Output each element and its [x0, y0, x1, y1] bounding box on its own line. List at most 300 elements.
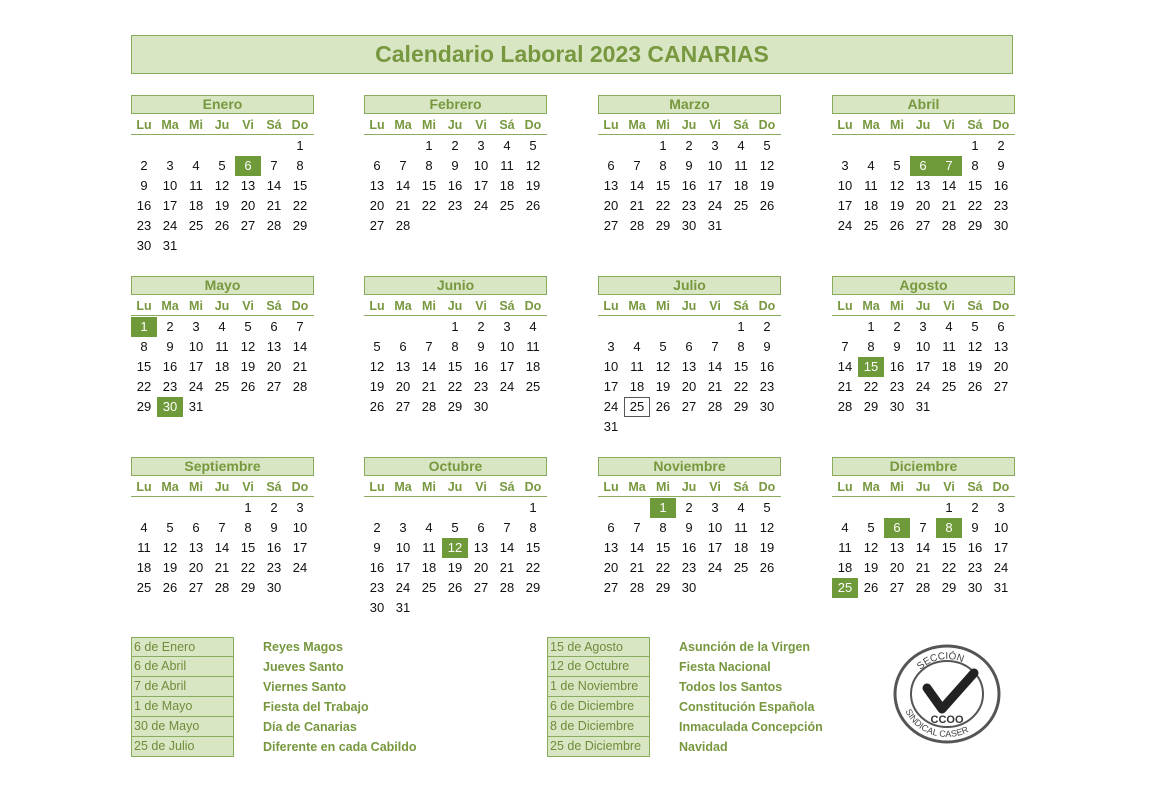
month-junio — [364, 276, 547, 417]
day-cell: 18 — [733, 178, 749, 193]
day-cell: 1 — [451, 319, 459, 334]
day-cell: 8 — [140, 339, 148, 354]
weekday-label: Do — [992, 117, 1010, 132]
day-cell: 16 — [136, 198, 152, 213]
weekday-label: Do — [992, 479, 1010, 494]
weekday-label: Ju — [214, 117, 230, 132]
day-cell: 5 — [451, 520, 459, 535]
holiday-day-cell: 6 — [884, 518, 910, 538]
day-cell: 19 — [240, 359, 256, 374]
day-cell: 30 — [889, 399, 905, 414]
day-cell: 12 — [162, 540, 178, 555]
holiday-date: 8 de Diciembre — [547, 717, 650, 737]
day-cell: 4 — [841, 520, 849, 535]
day-cell: 18 — [136, 560, 152, 575]
day-cell: 9 — [997, 158, 1005, 173]
month-title: Abril — [832, 95, 1015, 114]
day-cell: 11 — [422, 540, 436, 555]
day-cell: 21 — [499, 560, 515, 575]
day-cell: 25 — [421, 580, 437, 595]
day-cell: 29 — [863, 399, 879, 414]
day-cell: 16 — [967, 540, 983, 555]
holiday-name: Viernes Santo — [263, 680, 347, 694]
day-cell: 4 — [192, 158, 200, 173]
day-cell: 8 — [529, 520, 537, 535]
day-cell: 14 — [214, 540, 230, 555]
day-cell: 15 — [655, 178, 671, 193]
weekday-label: Vi — [943, 117, 955, 132]
day-cell: 29 — [733, 399, 749, 414]
day-cell: 25 — [733, 198, 749, 213]
weekday-label: Mi — [189, 479, 203, 494]
day-cell: 9 — [451, 158, 459, 173]
day-cell: 12 — [863, 540, 879, 555]
day-cell: 21 — [837, 379, 853, 394]
weekday-header — [364, 296, 547, 316]
day-cell: 8 — [659, 520, 667, 535]
day-cell: 21 — [266, 198, 282, 213]
weekday-header — [364, 477, 547, 497]
day-cell: 11 — [630, 359, 644, 374]
day-cell: 2 — [140, 158, 148, 173]
day-cell: 10 — [499, 339, 515, 354]
day-cell: 28 — [292, 379, 308, 394]
day-cell: 1 — [867, 319, 875, 334]
day-cell: 19 — [162, 560, 178, 575]
holiday-name: Todos los Santos — [679, 680, 783, 694]
weekday-label: Ma — [862, 479, 880, 494]
day-cell: 3 — [296, 500, 304, 515]
day-cell: 19 — [214, 198, 230, 213]
day-cell: 20 — [915, 198, 931, 213]
weekday-header — [364, 115, 547, 135]
day-cell: 25 — [733, 560, 749, 575]
weekday-label: Ma — [394, 117, 412, 132]
day-cell: 17 — [707, 540, 723, 555]
day-cell: 31 — [915, 399, 931, 414]
month-title: Mayo — [131, 276, 314, 295]
day-cell: 21 — [915, 560, 931, 575]
title-bar — [131, 35, 1013, 74]
weekday-label: Do — [758, 298, 776, 313]
day-cell: 25 — [525, 379, 541, 394]
weekday-label: Ma — [394, 479, 412, 494]
month-mayo — [131, 276, 314, 417]
weekday-label: Ju — [681, 117, 697, 132]
day-cell: 17 — [837, 198, 853, 213]
day-cell: 15 — [967, 178, 983, 193]
weekday-label: Lu — [837, 298, 853, 313]
union-stamp — [892, 643, 1002, 746]
day-cell: 10 — [603, 359, 619, 374]
day-cell: 24 — [707, 560, 723, 575]
holiday-name: Día de Canarias — [263, 720, 357, 734]
weekday-label: Ju — [681, 298, 697, 313]
day-cell: 23 — [681, 560, 697, 575]
day-cell: 28 — [707, 399, 723, 414]
day-cell: 26 — [214, 218, 230, 233]
weekday-label: Do — [758, 479, 776, 494]
day-grid — [598, 136, 781, 236]
day-cell: 10 — [188, 339, 204, 354]
day-cell: 14 — [395, 178, 411, 193]
weekday-label: Ju — [447, 298, 463, 313]
day-grid — [131, 136, 314, 256]
day-cell: 23 — [889, 379, 905, 394]
weekday-header — [832, 115, 1015, 135]
day-cell: 27 — [188, 580, 204, 595]
day-cell: 17 — [188, 359, 204, 374]
day-cell: 13 — [993, 339, 1009, 354]
day-cell: 1 — [945, 500, 953, 515]
weekday-label: Mi — [890, 479, 904, 494]
day-cell: 28 — [915, 580, 931, 595]
day-cell: 15 — [525, 540, 541, 555]
day-cell: 1 — [737, 319, 745, 334]
weekday-label: Ju — [681, 479, 697, 494]
holiday-name: Navidad — [679, 740, 728, 754]
day-cell: 2 — [685, 138, 693, 153]
weekday-label: Vi — [709, 117, 721, 132]
day-cell: 28 — [395, 218, 411, 233]
month-title: Noviembre — [598, 457, 781, 476]
day-grid — [131, 498, 314, 598]
weekday-label: Sá — [967, 479, 983, 494]
day-cell: 4 — [633, 339, 641, 354]
day-cell: 2 — [763, 319, 771, 334]
day-cell: 11 — [526, 339, 540, 354]
weekday-label: Lu — [837, 479, 853, 494]
day-cell: 5 — [529, 138, 537, 153]
weekday-label: Lu — [369, 479, 385, 494]
day-cell: 10 — [707, 520, 723, 535]
day-cell: 3 — [711, 500, 719, 515]
day-cell: 27 — [266, 379, 282, 394]
day-cell: 18 — [733, 540, 749, 555]
day-cell: 8 — [296, 158, 304, 173]
holiday-date: 30 de Mayo — [131, 717, 234, 737]
page-title: Calendario Laboral 2023 CANARIAS — [375, 41, 769, 67]
day-cell: 26 — [525, 198, 541, 213]
day-cell: 18 — [421, 560, 437, 575]
day-cell: 9 — [270, 520, 278, 535]
weekday-label: Vi — [242, 298, 254, 313]
day-cell: 22 — [240, 560, 256, 575]
day-cell: 14 — [837, 359, 853, 374]
day-cell: 4 — [529, 319, 537, 334]
day-cell: 28 — [629, 218, 645, 233]
day-cell: 2 — [685, 500, 693, 515]
day-cell: 12 — [369, 359, 385, 374]
weekday-label: Mi — [189, 298, 203, 313]
day-cell: 20 — [473, 560, 489, 575]
day-cell: 7 — [919, 520, 927, 535]
checkmark-icon — [927, 673, 974, 709]
day-cell: 8 — [737, 339, 745, 354]
weekday-label: Ma — [394, 298, 412, 313]
holiday-day-cell: 6 — [235, 156, 261, 176]
day-cell: 23 — [369, 580, 385, 595]
weekday-label: Sá — [499, 298, 515, 313]
weekday-label: Do — [758, 117, 776, 132]
day-cell: 7 — [270, 158, 278, 173]
day-cell: 4 — [867, 158, 875, 173]
day-cell: 23 — [136, 218, 152, 233]
day-cell: 19 — [369, 379, 385, 394]
weekday-label: Sá — [266, 298, 282, 313]
holiday-day-cell: 7 — [936, 156, 962, 176]
stamp-top-text: SECCIÓN — [915, 650, 966, 673]
day-cell: 26 — [967, 379, 983, 394]
holiday-date: 15 de Agosto — [547, 637, 650, 657]
day-cell: 17 — [499, 359, 515, 374]
day-cell: 13 — [915, 178, 931, 193]
day-cell: 13 — [681, 359, 697, 374]
day-cell: 12 — [759, 158, 775, 173]
day-cell: 6 — [192, 520, 200, 535]
day-cell: 11 — [215, 339, 229, 354]
day-cell: 17 — [915, 359, 931, 374]
day-cell: 13 — [473, 540, 489, 555]
day-cell: 19 — [525, 178, 541, 193]
day-cell: 10 — [993, 520, 1009, 535]
day-cell: 9 — [477, 339, 485, 354]
day-grid — [598, 498, 781, 598]
day-cell: 22 — [655, 560, 671, 575]
holiday-name: Constitución Española — [679, 700, 815, 714]
weekday-label: Ju — [214, 479, 230, 494]
day-cell: 1 — [296, 138, 304, 153]
day-cell: 15 — [136, 359, 152, 374]
day-grid — [598, 317, 781, 437]
day-cell: 22 — [655, 198, 671, 213]
day-cell: 19 — [759, 178, 775, 193]
weekday-label: Lu — [603, 117, 619, 132]
weekday-label: Ju — [915, 117, 931, 132]
holiday-date: 6 de Diciembre — [547, 697, 650, 717]
weekday-label: Vi — [709, 298, 721, 313]
day-cell: 3 — [477, 138, 485, 153]
day-cell: 26 — [162, 580, 178, 595]
day-cell: 14 — [915, 540, 931, 555]
day-grid — [364, 317, 547, 417]
day-cell: 24 — [188, 379, 204, 394]
weekday-label: Do — [524, 298, 542, 313]
day-cell: 2 — [893, 319, 901, 334]
day-cell: 6 — [373, 158, 381, 173]
day-cell: 3 — [503, 319, 511, 334]
day-cell: 13 — [603, 540, 619, 555]
day-cell: 4 — [218, 319, 226, 334]
weekday-label: Vi — [475, 479, 487, 494]
weekday-label: Do — [524, 479, 542, 494]
day-cell: 22 — [421, 198, 437, 213]
day-cell: 26 — [655, 399, 671, 414]
day-cell: 7 — [399, 158, 407, 173]
day-cell: 14 — [629, 540, 645, 555]
day-cell: 9 — [763, 339, 771, 354]
day-cell: 29 — [967, 218, 983, 233]
day-cell: 19 — [863, 560, 879, 575]
weekday-label: Ma — [161, 117, 179, 132]
holiday-day-cell: 8 — [936, 518, 962, 538]
day-cell: 18 — [499, 178, 515, 193]
day-cell: 30 — [473, 399, 489, 414]
month-noviembre — [598, 457, 781, 598]
day-cell: 15 — [941, 540, 957, 555]
day-cell: 3 — [192, 319, 200, 334]
day-cell: 24 — [993, 560, 1009, 575]
day-cell: 30 — [266, 580, 282, 595]
holiday-day-cell: 1 — [650, 498, 676, 518]
day-cell: 18 — [863, 198, 879, 213]
month-title: Marzo — [598, 95, 781, 114]
day-cell: 31 — [162, 238, 178, 253]
holiday-day-cell: 1 — [131, 317, 157, 337]
day-cell: 16 — [473, 359, 489, 374]
day-cell: 29 — [447, 399, 463, 414]
day-cell: 14 — [421, 359, 437, 374]
day-cell: 7 — [296, 319, 304, 334]
day-cell: 6 — [997, 319, 1005, 334]
holiday-day-cell: 30 — [157, 397, 183, 417]
day-cell: 17 — [292, 540, 308, 555]
weekday-label: Ma — [628, 117, 646, 132]
month-diciembre — [832, 457, 1015, 598]
weekday-label: Ju — [915, 298, 931, 313]
weekday-label: Sá — [499, 479, 515, 494]
weekday-label: Vi — [943, 479, 955, 494]
day-cell: 3 — [166, 158, 174, 173]
day-cell: 29 — [240, 580, 256, 595]
holiday-date: 6 de Enero — [131, 637, 234, 657]
day-cell: 10 — [395, 540, 411, 555]
day-cell: 2 — [166, 319, 174, 334]
weekday-header — [131, 115, 314, 135]
weekday-label: Lu — [603, 479, 619, 494]
day-cell: 3 — [399, 520, 407, 535]
day-cell: 29 — [525, 580, 541, 595]
day-cell: 4 — [425, 520, 433, 535]
weekday-label: Sá — [499, 117, 515, 132]
holiday-name: Jueves Santo — [263, 660, 344, 674]
day-cell: 28 — [629, 580, 645, 595]
day-cell: 20 — [266, 359, 282, 374]
day-cell: 15 — [240, 540, 256, 555]
day-cell: 7 — [841, 339, 849, 354]
day-cell: 14 — [629, 178, 645, 193]
day-cell: 26 — [369, 399, 385, 414]
day-cell: 8 — [971, 158, 979, 173]
day-cell: 30 — [369, 600, 385, 615]
day-cell: 27 — [473, 580, 489, 595]
holiday-date: 1 de Mayo — [131, 697, 234, 717]
weekday-header — [832, 296, 1015, 316]
weekday-header — [131, 296, 314, 316]
month-agosto — [832, 276, 1015, 417]
day-cell: 26 — [863, 580, 879, 595]
day-cell: 10 — [292, 520, 308, 535]
day-cell: 8 — [425, 158, 433, 173]
day-grid — [131, 317, 314, 417]
day-cell: 12 — [759, 520, 775, 535]
day-cell: 18 — [629, 379, 645, 394]
day-cell: 16 — [162, 359, 178, 374]
month-title: Enero — [131, 95, 314, 114]
weekday-label: Ju — [447, 117, 463, 132]
day-cell: 6 — [270, 319, 278, 334]
day-cell: 22 — [136, 379, 152, 394]
day-cell: 11 — [864, 178, 878, 193]
day-cell: 11 — [189, 178, 203, 193]
day-cell: 27 — [240, 218, 256, 233]
day-cell: 3 — [919, 319, 927, 334]
month-title: Septiembre — [131, 457, 314, 476]
day-cell: 17 — [162, 198, 178, 213]
day-cell: 10 — [162, 178, 178, 193]
day-cell: 2 — [971, 500, 979, 515]
day-cell: 30 — [759, 399, 775, 414]
day-cell: 27 — [603, 580, 619, 595]
day-cell: 5 — [763, 500, 771, 515]
day-cell: 6 — [607, 520, 615, 535]
day-cell: 18 — [525, 359, 541, 374]
day-cell: 6 — [607, 158, 615, 173]
day-cell: 10 — [707, 158, 723, 173]
day-cell: 28 — [499, 580, 515, 595]
holiday-name: Asunción de la Virgen — [679, 640, 811, 654]
day-cell: 12 — [214, 178, 230, 193]
day-cell: 30 — [681, 580, 697, 595]
day-cell: 1 — [425, 138, 433, 153]
weekday-header — [131, 477, 314, 497]
day-cell: 30 — [993, 218, 1009, 233]
weekday-label: Vi — [709, 479, 721, 494]
day-cell: 13 — [395, 359, 411, 374]
day-grid — [832, 317, 1015, 417]
month-title: Julio — [598, 276, 781, 295]
day-cell: 20 — [369, 198, 385, 213]
day-cell: 9 — [166, 339, 174, 354]
day-cell: 14 — [499, 540, 515, 555]
weekday-header — [598, 115, 781, 135]
day-cell: 10 — [837, 178, 853, 193]
day-cell: 17 — [707, 178, 723, 193]
day-cell: 5 — [893, 158, 901, 173]
day-cell: 8 — [867, 339, 875, 354]
day-cell: 19 — [967, 359, 983, 374]
holiday-day-cell: 6 — [910, 156, 936, 176]
day-cell: 23 — [759, 379, 775, 394]
day-cell: 20 — [993, 359, 1009, 374]
day-cell: 21 — [629, 560, 645, 575]
day-cell: 26 — [759, 198, 775, 213]
weekday-label: Do — [291, 117, 309, 132]
holiday-date: 7 de Abril — [131, 677, 234, 697]
day-cell: 22 — [733, 379, 749, 394]
day-cell: 24 — [162, 218, 178, 233]
holiday-name: Reyes Magos — [263, 640, 343, 654]
day-cell: 18 — [941, 359, 957, 374]
day-cell: 3 — [607, 339, 615, 354]
day-cell: 23 — [447, 198, 463, 213]
weekday-label: Mi — [656, 298, 670, 313]
day-cell: 9 — [685, 520, 693, 535]
weekday-label: Mi — [656, 117, 670, 132]
day-cell: 9 — [685, 158, 693, 173]
day-cell: 30 — [967, 580, 983, 595]
day-cell: 12 — [655, 359, 671, 374]
